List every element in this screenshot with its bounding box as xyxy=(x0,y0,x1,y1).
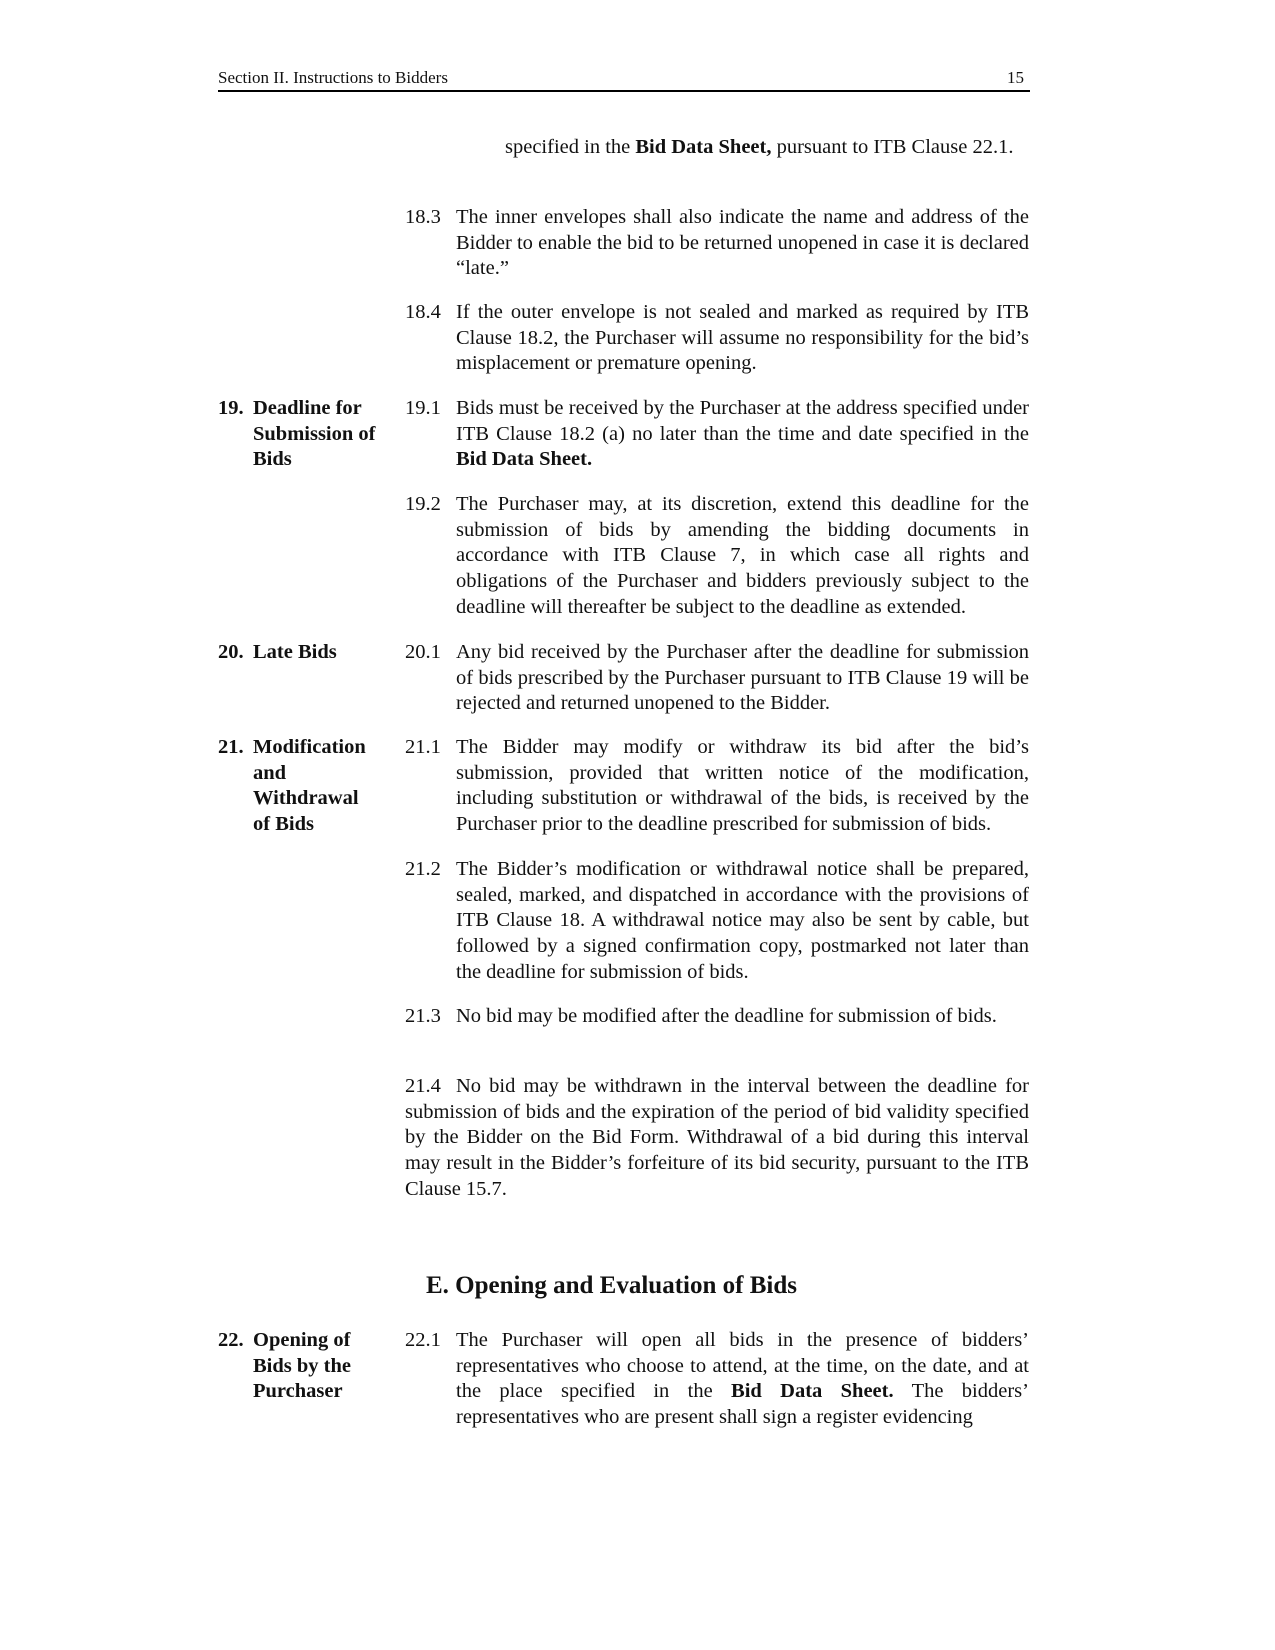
clause-number: 22.1 xyxy=(405,1329,441,1351)
clause-number: 21.2 xyxy=(405,858,441,880)
clause-text: The Bidder may modify or withdraw its bid after the bid’s submission, provided that written notice of the modification, including substitution or withdrawal of the bids, is received by the Purchaser prior to the deadline prescribed for submission of bids. xyxy=(456,736,1029,836)
clause-19-2 xyxy=(405,492,1029,621)
section-heading: E. Opening and Evaluation of Bids xyxy=(426,1272,797,1299)
clause-18-3 xyxy=(405,205,1029,282)
bid-data-sheet-ref: Bid Data Sheet, xyxy=(635,136,772,158)
clause-number: 21.1 xyxy=(405,736,441,758)
clause-text: No bid may be withdrawn in the interval between the deadline for submission of bids and the expiration of the period of bid validity specified by the Bidder on the Bid Form. Withdrawal of a bid during this interval may result in the Bidder’s forfeiture of its bid security, pursuant to the ITB Clause 15.7. xyxy=(405,1075,1029,1200)
clause-text: No bid may be modified after the deadline for submission of bids. xyxy=(456,1005,997,1027)
clause-text: The inner envelopes shall also indicate the name and address of the Bidder to enable the bid to be returned unopened in case it is declared “late.” xyxy=(456,206,1029,280)
clause-21-1 xyxy=(405,735,1029,838)
side-heading-21: 21. Modification and Withdrawal of Bids xyxy=(218,736,366,836)
clause-number: 21.3 xyxy=(405,1005,441,1027)
clause-22-1 xyxy=(405,1328,1029,1431)
side-heading-20: 20. Late Bids xyxy=(218,641,337,663)
clause-19-1 xyxy=(405,396,1029,473)
side-heading-22: 22. Opening of Bids by the Purchaser xyxy=(218,1329,351,1403)
clause-number: 20.1 xyxy=(405,641,441,663)
page-number: 15 xyxy=(1007,68,1024,87)
clause-number: 19.2 xyxy=(405,493,441,515)
side-heading-19: 19. Deadline for Submission of Bids xyxy=(218,397,376,471)
clause-number: 19.1 xyxy=(405,397,441,419)
clause-21-4 xyxy=(405,1074,1029,1203)
continuation-paragraph: specified in the Bid Data Sheet, pursuant to ITB Clause 22.1. xyxy=(505,136,1014,158)
clause-text: The Purchaser may, at its discretion, extend this deadline for the submission of bids by amending the bidding documents in accordance with ITB Clause 7, in which case all rights and obligations of the Purchaser and bidders previously subject to the deadline will thereafter be subject to the deadline as extended. xyxy=(456,493,1029,618)
clause-number: 18.3 xyxy=(405,206,441,228)
clause-21-3 xyxy=(405,1004,1029,1030)
clause-text: The Purchaser will open all bids in the presence of bidders’ representatives who choose to attend, at the time, on the date, and at the place specified in the Bid Data Sheet. The bidders’ representatives who are present shall sign a register evidencing xyxy=(456,1329,1029,1429)
clause-text: Any bid received by the Purchaser after the deadline for submission of bids prescribed by the Purchaser pursuant to ITB Clause 19 will be rejected and returned unopened to the Bidder. xyxy=(456,641,1029,715)
clause-number: 18.4 xyxy=(405,301,441,323)
clause-18-4 xyxy=(405,300,1029,377)
clause-number: 21.4 xyxy=(405,1075,441,1097)
page-header xyxy=(218,68,1030,92)
clause-text: The Bidder’s modification or withdrawal notice shall be prepared, sealed, marked, and dispatched in accordance with the provisions of ITB Clause 18. A withdrawal notice may also be sent by cable, but followed by a signed confirmation copy, postmarked not later than the deadline for submission of bids. xyxy=(456,858,1029,983)
clause-text: If the outer envelope is not sealed and marked as required by ITB Clause 18.2, the Purchaser will assume no responsibility for the bid’s misplacement or premature opening. xyxy=(456,301,1029,375)
clause-text: Bids must be received by the Purchaser at the address specified under ITB Clause 18.2 (a) no later than the time and date specified in the Bid Data Sheet. xyxy=(456,397,1029,471)
clause-20-1 xyxy=(405,640,1029,717)
clause-21-2 xyxy=(405,857,1029,986)
header-title: Section II. Instructions to Bidders xyxy=(218,68,448,87)
